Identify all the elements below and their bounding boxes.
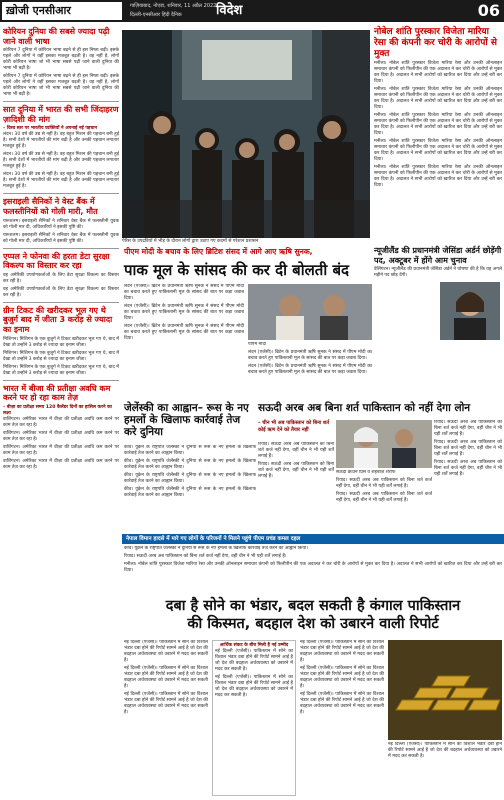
divider: [3, 101, 119, 102]
portrait-image: [440, 282, 500, 340]
article-body: मनीला। नोबेल शांति पुरस्कार विजेता मारिया रेसा और उनकी ऑनलाइन समाचार कंपनी को फिलीपीन की एक अदालत ने कर चोरी के आरोपों से मुक्त कर दिया है। अदालत ने सभी आरोपों को खारिज कर दिया और उन्हें बरी कर दिया।: [374, 87, 502, 111]
gold-photo: [388, 640, 502, 740]
headline: दबा है सोने का भंडार, बदल सकती है कंगाल पाकिस्तान: [165, 598, 461, 614]
article-body: कोरियन 7 दुनिया में कोरियन भाषा बढ़ने से ही इस निष्‍ता बढ़ी। इसके पहले और लोगों ने वहीं इसका मजबूत बढ़ती है। वह नहीं है, लोगों कोरी कोरियन भाषा जो भी भाषा सबसे पढ़ी जाने वाली दुनिया की भाषा भी बढ़ी है।: [3, 48, 119, 72]
article-body: मिशिगन। मिशिगन के एक बुजुर्ग ने टिकट खरीदकर भूल गए थे, बाद में देखा तो उन्होंने 3 करोड़ से ज्यादा का इनाम जीता।: [3, 364, 119, 376]
page-number: 06: [477, 1, 500, 20]
article-body: नई दिल्ली (एजेंसी)। पाकिस्तान में सोने का विशाल भंडार दबा होने की रिपोर्ट सामने आई है जो देश की बदहाल अर्थव्यवस्था को उबारने में मदद कर सकती है।: [215, 675, 293, 698]
article-body: लंदन (एजेंसी)। ब्रिटेन के प्रधानमंत्री ऋषि सुनक ने संसद में पीएम मोदी का बचाव करते हुए पाकिस्तानी मूल के सांसद की बात पर कड़ा जवाब दिया।: [124, 324, 244, 341]
left-column: [3, 25, 119, 797]
article-body: रियाद। सऊदी अरब अब पाकिस्तान को बिना शर्त कर्ज नहीं देगा, वहीं चीन ने भी यही शर्तें लगाई हैं।: [258, 442, 334, 459]
article-body: रियाद। सऊदी अरब अब पाकिस्तान को बिना शर्त कर्ज नहीं देगा, वहीं चीन ने भी यही शर्तें लगाई हैं।: [434, 460, 502, 477]
article-body: कीव। यूक्रेन के राष्ट्रपति जेलेंस्की ने दुनिया से रूस के नए हमलों के खिलाफ कार्रवाई तेज करने का आह्वान किया।: [124, 459, 256, 470]
box-title: आर्थिक संकट के बीच मिली है नई उम्मीद: [219, 643, 289, 648]
article-body: कीव। यूक्रेन के राष्ट्रपति जेलेंस्की ने दुनिया से रूस के नए हमलों के खिलाफ कार्रवाई तेज करने का आह्वान किया।: [124, 546, 308, 551]
article-body: नई दिल्ली (एजेंसी)। पाकिस्तान में सोने का विशाल भंडार दबा होने की रिपोर्ट सामने आई है जो देश की बदहाल अर्थव्यवस्था को उबारने में मदद कर सकती है।: [124, 640, 208, 663]
info-box: [212, 640, 296, 796]
article-body: यरूशलम। इसराइली सैनिकों ने शनिवार वेस्ट बैंक में फलस्तीनी युवक को गोली मार दी, अधिकारियों ने इसकी पुष्टि की।: [3, 218, 119, 230]
divider: [3, 193, 119, 194]
article-body: वाशिंगटन। अमेरिका भारत में वीज़ा की प्रतीक्षा अवधि कम करने पर काम तेज़ कर रहा है।: [3, 458, 119, 470]
image-caption: सऊदी क्राउन प्रिंस व शहबाज़ शरीफ: [336, 470, 396, 475]
article-subtitle: – विश्व स्तर पर भारतीय व्यक्तियों ने अपनाई नई पहचान: [3, 126, 98, 132]
article-body: लंदन (एजेंसी)। ब्रिटेन के प्रधानमंत्री ऋषि सुनक ने संसद में पीएम मोदी का बचाव करते हुए पाकिस्तानी मूल के सांसद की बात पर कड़ा जवाब दिया।: [248, 350, 372, 361]
article-body: नई दिल्ली (एजेंसी)। पाकिस्तान में सोने का विशाल भंडार दबा होने की रिपोर्ट सामने आई है जो देश की बदहाल अर्थव्यवस्था को उबारने में मदद कर सकती है।: [300, 666, 384, 689]
photo-caption: पेरिस के उपद्रवियों में भीड़ के दौरान लोगों द्वारा उठाए गए कदमों से परेशान प्रशासन: [122, 239, 259, 244]
band-article-body: [124, 546, 502, 594]
saudi-article-body-2: [336, 470, 432, 532]
article-body: कीव। यूक्रेन के राष्ट्रपति जेलेंस्की ने दुनिया से रूस के नए हमलों के खिलाफ कार्रवाई तेज करने का आह्वान किया।: [124, 473, 256, 484]
saudi-photo: [336, 420, 432, 468]
masthead: [0, 0, 504, 22]
image-caption: पीएम मोदी: [248, 342, 267, 347]
article-body: यरूशलम। इसराइली सैनिकों ने शनिवार वेस्ट बैंक में फलस्तीनी युवक को गोली मार दी, अधिकारियों ने इसकी पुष्टि की।: [3, 232, 119, 244]
news-band: नेपाल विमान हादसे में मारे गए लोगों के परिजनों ने मिलने पहुंचे पीएम प्रचंड कमल दहल: [122, 534, 504, 544]
article-body: कोरियन 7 दुनिया में कोरियन भाषा बढ़ने से ही इस निष्‍ता बढ़ी। इसके पहले और लोगों ने वहीं इसका मजबूत बढ़ती है। वह नहीं है, लोगों कोरी कोरियन भाषा जो भी भाषा सबसे पढ़ी जाने वाली दुनिया की भाषा भी बढ़ी है।: [3, 74, 119, 98]
article-body: लंदन (एजेंसी)। ब्रिटेन के प्रधानमंत्री ऋषि सुनक ने संसद में पीएम मोदी का बचाव करते हुए पाकिस्तानी मूल के सांसद की बात पर कड़ा जवाब दिया।: [124, 304, 244, 321]
article-body: नई दिल्ली (एजेंसी)। पाकिस्तान में सोने का विशाल भंडार दबा होने की रिपोर्ट सामने आई है जो देश की बदहाल अर्थव्यवस्था को उबारने में मदद कर सकती है।: [300, 640, 384, 663]
article-body: वह अमेरिकी उपयोगकर्ताओं के लिए डेटा सुरक्षा विकल्प का विस्तार कर रही है।: [3, 272, 119, 284]
article-body: रियाद। सऊदी अरब अब पाकिस्तान को बिना शर्त कर्ज नहीं देगा, वहीं चीन ने भी यही शर्तें लगाई हैं।: [434, 440, 502, 457]
metro-crowd-image: [122, 30, 370, 238]
divider: [3, 380, 119, 381]
divider: [3, 302, 119, 303]
article-body: मिशिगन। मिशिगन के एक बुजुर्ग ने टिकट खरीदकर भूल गए थे, बाद में देखा तो उन्होंने 3 करोड़ से ज्यादा का इनाम जीता।: [3, 336, 119, 348]
article-body: मिशिगन। मिशिगन के एक बुजुर्ग ने टिकट खरीदकर भूल गए थे, बाद में देखा तो उन्होंने 3 करोड़ से ज्यादा का इनाम जीता।: [3, 350, 119, 362]
article-body: लंदन (एजेंसी)। ब्रिटेन के प्रधानमंत्री ऋषि सुनक ने संसद में पीएम मोदी का बचाव करते हुए पाकिस्तानी मूल के सांसद की बात पर कड़ा जवाब दिया।: [124, 284, 244, 301]
article-body: लंदन (एजेंसी)। ब्रिटेन के प्रधानमंत्री ऋषि सुनक ने संसद में पीएम मोदी का बचाव करते हुए पाकिस्तानी मूल के सांसद की बात पर कड़ा जवाब दिया।: [248, 364, 372, 375]
article-body: रियाद। सऊदी अरब अब पाकिस्तान को बिना शर्त कर्ज नहीं देगा, वहीं चीन ने भी यही शर्तें लगाई हैं।: [336, 478, 432, 489]
gold-bars-image: [388, 640, 502, 740]
gold-article-body: [124, 640, 208, 796]
article-body: मनीला। नोबेल शांति पुरस्कार विजेता मारिया रेसा और उनकी ऑनलाइन समाचार कंपनी को फिलीपीन की एक अदालत ने कर चोरी के आरोपों से मुक्त कर दिया है। अदालत ने सभी आरोपों को खारिज कर दिया और उन्हें बरी कर दिया।: [124, 562, 502, 573]
article-body: लंदन। 30 वर्ष की उम्र से नहीं है। वह बहुत मिशन की पहचान बनी हुई है। सभी देशों में भारतीयों की मांग बढ़ी है और उनकी पहचान लगातार मजबूत हुई है।: [3, 172, 119, 190]
headline: पाक मूल के सांसद की कर दी बोलती बंद: [124, 261, 349, 279]
article-body: रियाद। सऊदी अरब अब पाकिस्तान को बिना शर्त कर्ज नहीं देगा, वहीं चीन ने भी यही शर्तें लगाई हैं।: [124, 554, 287, 559]
article-body: वाशिंगटन। अमेरिका भारत में वीज़ा की प्रतीक्षा अवधि कम करने पर काम तेज़ कर रहा है।: [3, 416, 119, 428]
article-title: कोरियन दुनिया की सबसे ज्यादा पढ़ी जाने वाली भाषा: [3, 27, 110, 46]
headline-kicker: पीएम मोदी के बचाव के लिए ब्रिटिश संसद में आगे आए ऋषि सुनक,: [124, 247, 313, 256]
article-subtitle: – बीज़ा का प्रतीक्षा समय 120 कैलेंडर दिनों का हासिल करने का लक्ष्य: [3, 404, 112, 416]
article-body: वह अमेरिकी उपयोगकर्ताओं के लिए डेटा सुरक्षा विकल्प का विस्तार कर रही है।: [3, 286, 119, 298]
headline: जेलेंस्की का आह्वान– रूस के नए हमलों के खिलाफ कार्रवाई तेज करे दुनिया: [124, 402, 249, 439]
zelensky-article-body: [124, 445, 256, 531]
gold-article-body-3: [388, 742, 502, 796]
saudi-article-body-3: [434, 420, 502, 532]
article-title: इसराइली सैनिकों ने वेस्ट बैंक में फलस्तीनियों को गोली मारी, मौत: [3, 197, 98, 216]
two-leaders-image: [336, 420, 432, 468]
article-body: मनीला। नोबेल शांति पुरस्कार विजेता मारिया रेसा और उनकी ऑनलाइन समाचार कंपनी को फिलीपीन की एक अदालत ने कर चोरी के आरोपों से मुक्त कर दिया है। अदालत ने सभी आरोपों को खारिज कर दिया और उन्हें बरी कर दिया।: [374, 113, 502, 137]
article-title: न्यूजीलैंड की प्रधानमंत्री जेसिंडा अर्डर्न छोड़ेंगी पद, अक्टूबर में होंगे आम चुनाव: [374, 246, 502, 265]
tagline: दिल्ली-एनसीआर हिंदी दैनिक: [130, 12, 182, 18]
article-body: वाशिंगटन। अमेरिका भारत में वीज़ा की प्रतीक्षा अवधि कम करने पर काम तेज़ कर रहा है।: [3, 430, 119, 442]
portrait-image: [248, 284, 372, 340]
article-body: रियाद। सऊदी अरब अब पाकिस्तान को बिना शर्त कर्ज नहीं देगा, वहीं चीन ने भी यही शर्तें लगाई हैं।: [336, 492, 432, 503]
section-title: विदेश: [216, 3, 243, 18]
article-body: नई दिल्ली (एजेंसी)। पाकिस्तान में सोने का विशाल भंडार दबा होने की रिपोर्ट सामने आई है जो देश की बदहाल अर्थव्यवस्था को उबारने में मदद कर सकती है।: [124, 692, 208, 715]
article-body: कीव। यूक्रेन के राष्ट्रपति जेलेंस्की ने दुनिया से रूस के नए हमलों के खिलाफ कार्रवाई तेज करने का आह्वान किया।: [124, 445, 256, 456]
article-body: नई दिल्ली (एजेंसी)। पाकिस्तान में सोने का विशाल भंडार दबा होने की रिपोर्ट सामने आई है जो देश की बदहाल अर्थव्यवस्था को उबारने में मदद कर सकती है।: [124, 666, 208, 689]
article-body: रियाद। सऊदी अरब अब पाकिस्तान को बिना शर्त कर्ज नहीं देगा, वहीं चीन ने भी यही शर्तें लगाई हैं।: [258, 462, 334, 479]
article-body: नई दिल्ली (एजेंसी)। पाकिस्तान में सोने का विशाल भंडार दबा होने की रिपोर्ट सामने आई है जो देश की बदहाल अर्थव्यवस्था को उबारने में मदद कर सकती है।: [300, 692, 384, 715]
article-body: मनीला। नोबेल शांति पुरस्कार विजेता मारिया रेसा और उनकी ऑनलाइन समाचार कंपनी को फिलीपीन की एक अदालत ने कर चोरी के आरोपों से मुक्त कर दिया है। अदालत ने सभी आरोपों को खारिज कर दिया और उन्हें बरी कर दिया।: [374, 139, 502, 163]
article-title: नोबेल शांति पुरस्कार विजेता मारिया रेसा की कंपनी कर चोरी के आरोपों से मुक्त: [374, 27, 497, 59]
article-body: नई दिल्ली (एजेंसी)। पाकिस्तान में सोने का विशाल भंडार दबा होने की रिपोर्ट सामने आई है जो देश की बदहाल अर्थव्यवस्था को उबारने में मदद कर सकती है।: [215, 649, 293, 672]
article-title: एप्पल ने फोनवा की हरता डेटा सुरक्षा विकल्प का विस्तार कर रहा: [3, 251, 110, 271]
article-body: नई दिल्ली (एजेंसी)। पाकिस्तान में सोने का विशाल भंडार दबा होने की रिपोर्ट सामने आई है जो देश की बदहाल अर्थव्यवस्था को उबारने में मदद कर सकती है।: [388, 742, 502, 759]
headline: सऊदी अरब अब बिना शर्त पाकिस्तान को नहीं देगा लोन: [258, 402, 471, 414]
article-body: लंदन। 30 वर्ष की उम्र से नहीं है। वह बहुत मिशन की पहचान बनी हुई है। सभी देशों में भारतीयों की मांग बढ़ी है और उनकी पहचान लगातार मजबूत हुई है।: [3, 132, 119, 150]
masthead-meta: [130, 2, 216, 20]
article-body: कीव। यूक्रेन के राष्ट्रपति जेलेंस्की ने दुनिया से रूस के नए हमलों के खिलाफ कार्रवाई तेज करने का आह्वान किया।: [124, 487, 256, 498]
right-top-article: [374, 25, 502, 245]
lead-photo: [122, 30, 370, 238]
modi-photo: [248, 284, 372, 340]
headline-line2: की किस्मत, बदहाल देश को उबारने वाली रिपोर्ट: [187, 616, 439, 632]
article-body: रियाद। सऊदी अरब अब पाकिस्तान को बिना शर्त कर्ज नहीं देगा, वहीं चीन ने भी यही शर्तें लगाई हैं।: [434, 420, 502, 437]
mid-article-body-2: [248, 342, 372, 396]
article-body: मनीला। नोबेल शांति पुरस्कार विजेता मारिया रेसा और उनकी ऑनलाइन समाचार कंपनी को फिलीपीन की एक अदालत ने कर चोरी के आरोपों से मुक्त कर दिया है। अदालत ने सभी आरोपों को खारिज कर दिया और उन्हें बरी कर दिया।: [374, 61, 502, 85]
article-title: सात दुनिया में भारत की सभी जिंदाहरण ज़ादिशी की मांग: [3, 105, 119, 124]
mid-article-body: [124, 284, 244, 396]
saudi-article-body: [258, 442, 334, 532]
article-body: मनीला। नोबेल शांति पुरस्कार विजेता मारिया रेसा और उनकी ऑनलाइन समाचार कंपनी को फिलीपीन की एक अदालत ने कर चोरी के आरोपों से मुक्त कर दिया है। अदालत ने सभी आरोपों को खारिज कर दिया और उन्हें बरी कर दिया।: [374, 165, 502, 189]
article-body: वेलिंगटन। न्यूजीलैंड की प्रधानमंत्री जेसिंडा अर्डर्न ने घोषणा की है कि वह अगले महीने पद छोड़ देंगी।: [374, 267, 502, 279]
article-subtitle: – चीन भी अब पाकिस्तान को बिना शर्त कोई ऋण देने को तैयार नहीं: [258, 420, 330, 433]
article-body: वाशिंगटन। अमेरिका भारत में वीज़ा की प्रतीक्षा अवधि कम करने पर काम तेज़ कर रहा है।: [3, 444, 119, 456]
article-body: लंदन। 30 वर्ष की उम्र से नहीं है। वह बहुत मिशन की पहचान बनी हुई है। सभी देशों में भारतीयों की मांग बढ़ी है और उनकी पहचान लगातार मजबूत हुई है।: [3, 152, 119, 170]
brand-logo: ख़ोजी एनसीआर: [2, 2, 122, 20]
article-title: भारत में बीजा की प्रतीक्षा अवधि कम करने पर हो रहा काम तेज़: [3, 383, 111, 403]
divider: [3, 248, 119, 249]
ardern-photo: [440, 282, 500, 340]
article-title: ग्रीन टिकट की खरीदकर भूल गए थे बुजुर्ग बाद में जीता 3 करोड़ से ज्यादा का इनाम: [3, 305, 113, 334]
gold-article-body-2: [300, 640, 384, 796]
date-line: गाज़ियाबाद, नोएडा, शनिवार, 11 अप्रैल 2022: [130, 3, 217, 9]
